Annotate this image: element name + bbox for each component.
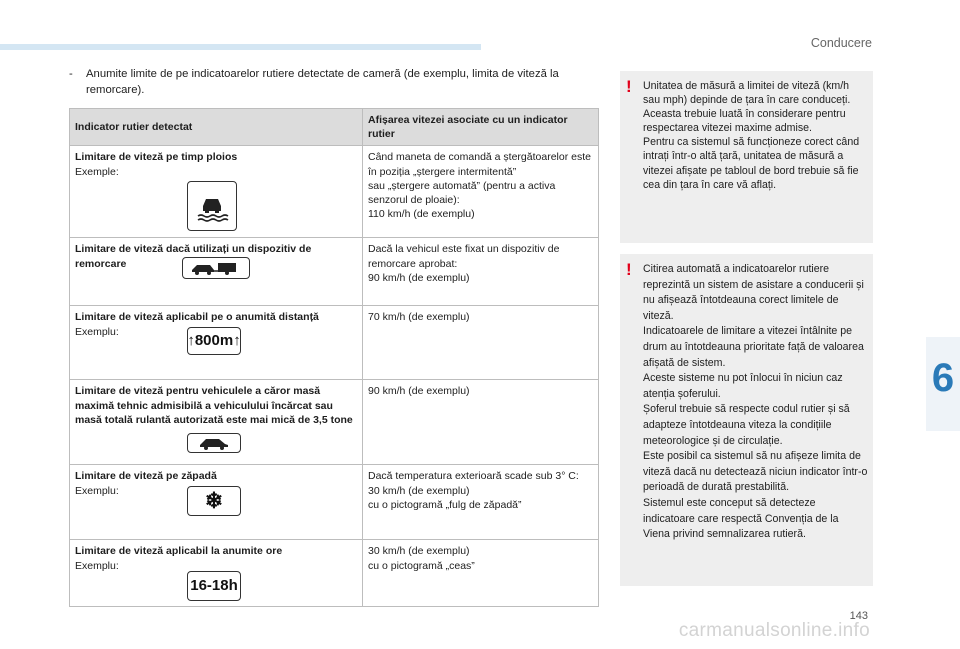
row-value: 70 km/h (de exemplu) (368, 311, 470, 324)
watermark: carmanualsonline.info (678, 620, 870, 641)
table-row (70, 540, 599, 607)
row-label: Limitare de viteză pentru vehiculele a căror masă maximă tehnic admisibilă a vehiculului încărcat sau masă totală rulantă autorizată este mai mică de 3,5 tone (75, 385, 353, 426)
column-header-display: Afișarea vitezei asociate cu un indicator rutier (363, 109, 599, 146)
sign-cell (70, 306, 363, 380)
bullet-dash: - (69, 68, 73, 80)
value-cell (363, 146, 599, 238)
intro-text: Anumite limite de pe indicatoarelor rutiere detectate de cameră (de exemplu, limita de viteză la remorcare). (86, 68, 559, 96)
value-cell (363, 380, 599, 465)
sign-cell (70, 465, 363, 540)
row-label: Limitare de viteză dacă utilizați un dispozitiv de remorcare (75, 243, 312, 270)
distance-sign-icon (187, 327, 241, 355)
table-row (70, 306, 599, 380)
rain-road-sign-icon (187, 181, 237, 231)
warning-note-text: Citirea automată a indicatoarelor rutiere reprezintă un sistem de asistare a conducerii și nu afișează întotdeauna corect limitele de viteză. Indicatoarele de limitare a vitezei întâlnite pe drum au întotdeauna prioritate față de valoarea afișată de sistem. Aceste sisteme nu pot înlocui în niciun caz atenția șoferului. Șoferul trebuie să respecte codul rutier și să adapteze întotdeauna viteza la condițiile meteorologice și de circulație. Este posibil ca sistemul să nu afișeze limita de viteză dacă nu detectează niciun indicator într-o perioadă de durată prestabilită. Sistemul este conceput să detecteze indicatoare care respectă Convenția de la Viena privind semnalizarea rutieră. (643, 263, 868, 541)
row-label: Limitare de viteză pe timp ploios (75, 151, 238, 164)
table-header-row (70, 109, 599, 146)
sign-cell (70, 380, 363, 465)
value-cell (363, 238, 599, 306)
hours-sign-icon: 16-18h (187, 571, 241, 601)
section-title: Conducere (810, 36, 872, 50)
row-sublabel: Exemplu: (75, 484, 119, 497)
arrow-up-icon: ↑ (187, 331, 195, 349)
table-row (70, 238, 599, 306)
row-value: 90 km/h (de exemplu) (368, 385, 470, 398)
car-trailer-sign-icon (182, 257, 250, 279)
warning-note (620, 254, 873, 586)
value-cell (363, 306, 599, 380)
row-value: 30 km/h (de exemplu) cu o pictogramă „ceas” (368, 545, 475, 572)
row-sublabel: Exemple: (75, 165, 119, 178)
intro-bullet (69, 67, 599, 98)
table-row (70, 146, 599, 238)
row-value: Când maneta de comandă a ștergătoarelor este în poziția „ștergere intermitentă” sau „ștergere automată” (pentru a activa senzorul de ploaie): 110 km/h (de exemplu) (368, 151, 591, 221)
chapter-number: 6 (931, 356, 955, 400)
sign-cell (70, 146, 363, 238)
sign-cell (70, 238, 363, 306)
row-label: Limitare de viteză aplicabil pe o anumită distanță (75, 311, 319, 324)
row-sublabel: Exemplu: (75, 325, 119, 338)
row-label: Limitare de viteză pe zăpadă (75, 470, 217, 483)
warning-icon: ! (626, 77, 632, 96)
warning-note (620, 71, 873, 243)
sign-cell (70, 540, 363, 607)
value-cell (363, 465, 599, 540)
table-row (70, 380, 599, 465)
header-accent-bar (0, 44, 481, 50)
row-label: Limitare de viteză aplicabil la anumite ore (75, 545, 283, 558)
warning-icon: ! (626, 260, 632, 279)
car-sign-icon (187, 433, 241, 453)
warning-note-text: Unitatea de măsură a limitei de viteză (km/h sau mph) depinde de țara în care conduceți. Aceasta trebuie luată în considerare pentru respectarea vitezei maxime admise. Pentru ca sistemul să funcționeze corect când intrați într-o altă țară, unitatea de măsură a vitezei afișate pe tabloul de bord trebuie să fie cea din țara în care vă aflați. (643, 80, 860, 191)
page-number: 143 (849, 610, 868, 622)
snowflake-sign-icon: ❄ (187, 486, 241, 516)
value-cell (363, 540, 599, 607)
row-value: Dacă la vehicul este fixat un dispozitiv de remorcare aprobat: 90 km/h (de exemplu) (368, 243, 560, 284)
table-row (70, 465, 599, 540)
row-sublabel: Exemplu: (75, 559, 119, 572)
row-value: Dacă temperatura exterioară scade sub 3° C: 30 km/h (de exemplu) cu o pictogramă „fulg de zăpadă” (368, 470, 579, 511)
distance-sign-text: 800m (194, 331, 234, 349)
arrow-up-icon: ↑ (233, 331, 241, 349)
column-header-sign: Indicator rutier detectat (70, 109, 363, 146)
speed-limit-table (69, 108, 599, 607)
